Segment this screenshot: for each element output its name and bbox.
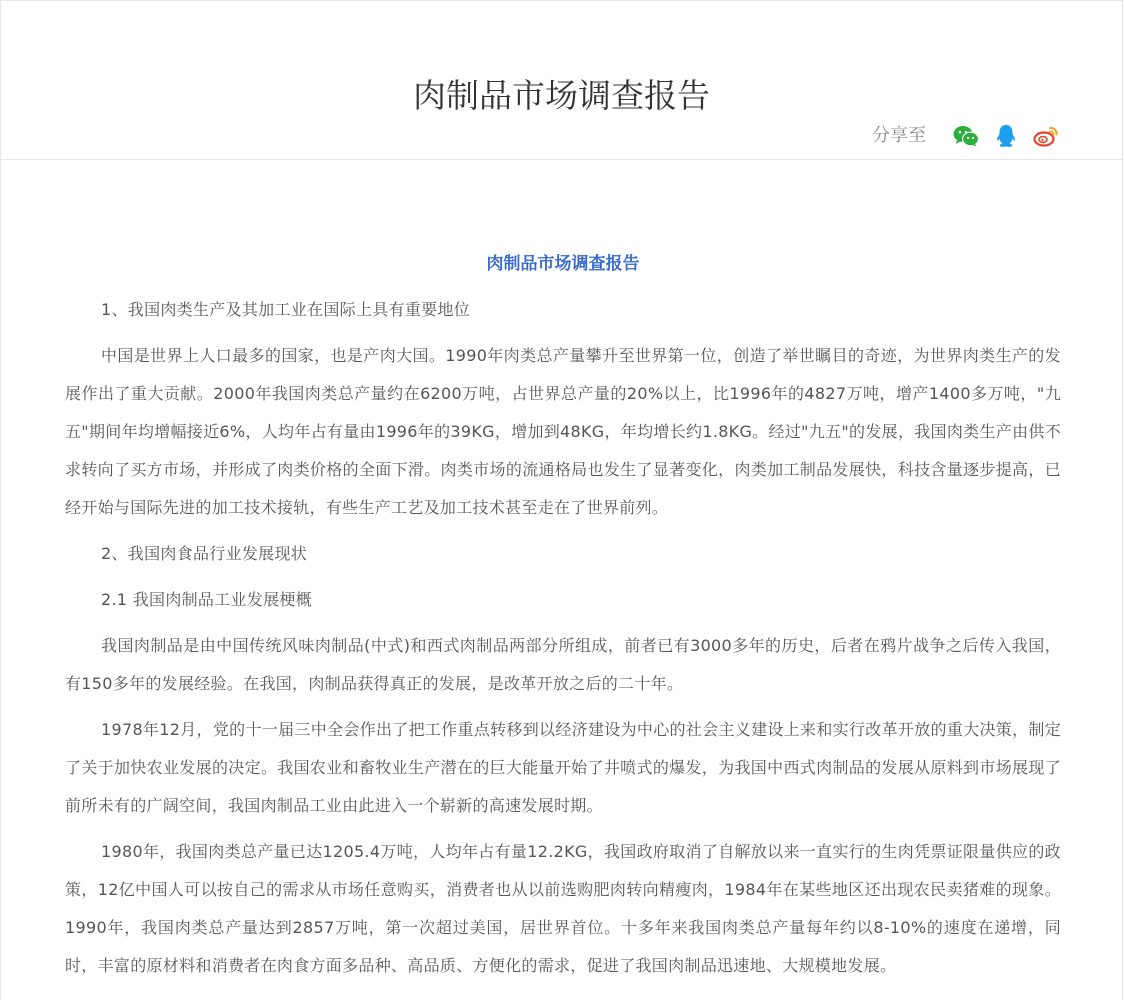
article-paragraph: 1980年，我国肉类总产量已达1205.4万吨，人均年占有量12.2KG，我国政府取消了自解放以来一直实行的生肉凭票证限量供应的政策，12亿中国人可以按自己的需求从市场任意购买，消费者也从以前选购肥肉转向精瘦肉，1984年在某些地区还出现农民卖猪难的现象。1990年，我国肉类总产量达到2857万吨，第一次超过美国，居世界首位。十多年来我国肉类总产量每年约以8-10%的速度在递增，同时，丰富的原材料和消费者在肉食方面多品种、高品质、方便化的需求，促进了我国肉制品迅速地、大规模地发展。 xyxy=(65,842,1061,975)
weibo-icon[interactable] xyxy=(1032,122,1060,150)
wechat-icon[interactable] xyxy=(952,122,980,150)
page-title: 肉制品市场调查报告 xyxy=(413,76,710,116)
article-paragraph: 2.1 我国肉制品工业发展梗概 xyxy=(101,590,313,609)
page-header xyxy=(1,1,1122,160)
article-paragraph: 1、我国肉类生产及其加工业在国际上具有重要地位 xyxy=(101,300,471,319)
article-paragraph: 我国肉制品是由中国传统风味肉制品(中式)和西式肉制品两部分所组成，前者已有3000多年的历史，后者在鸦片战争之后传入我国，有150多年的发展经验。在我国，肉制品获得真正的发展，是改革开放之后的二十年。 xyxy=(65,636,1061,693)
article-paragraph: 1978年12月，党的十一届三中全会作出了把工作重点转移到以经济建设为中心的社会主义建设上来和实行改革开放的重大决策，制定了关于加快农业发展的决定。我国农业和畜牧业生产潜在的巨大能量开始了井喷式的爆发，为我国中西式肉制品的发展从原料到市场展现了前所未有的广阔空间，我国肉制品工业由此进入一个崭新的高速发展时期。 xyxy=(65,720,1061,815)
article-paragraph: 2、我国肉食品行业发展现状 xyxy=(101,544,308,563)
article-paragraph: 中国是世界上人口最多的国家，也是产肉大国。1990年肉类总产量攀升至世界第一位，创造了举世瞩目的奇迹，为世界肉类生产的发展作出了重大贡献。2000年我国肉类总产量约在6200万吨，占世界总产量的20%以上，比1996年的4827万吨，增产1400多万吨，"九五"期间年均增幅接近6%，人均年占有量由1996年的39KG，增加到48KG，年均增长约1.8KG。经过"九五"的发展，我国肉类生产由供不求转向了买方市场，并形成了肉类价格的全面下滑。肉类市场的流通格局也发生了显著变化，肉类加工制品发展快，科技含量逐步提高，已经开始与国际先进的加工技术接轨，有些生产工艺及加工技术甚至走在了世界前列。 xyxy=(65,346,1061,517)
share-label: 分享至 xyxy=(872,125,926,146)
share-bar xyxy=(872,121,1060,151)
article-title: 肉制品市场调查报告 xyxy=(486,254,640,274)
qq-icon[interactable] xyxy=(992,122,1020,150)
article-content xyxy=(65,241,1061,989)
